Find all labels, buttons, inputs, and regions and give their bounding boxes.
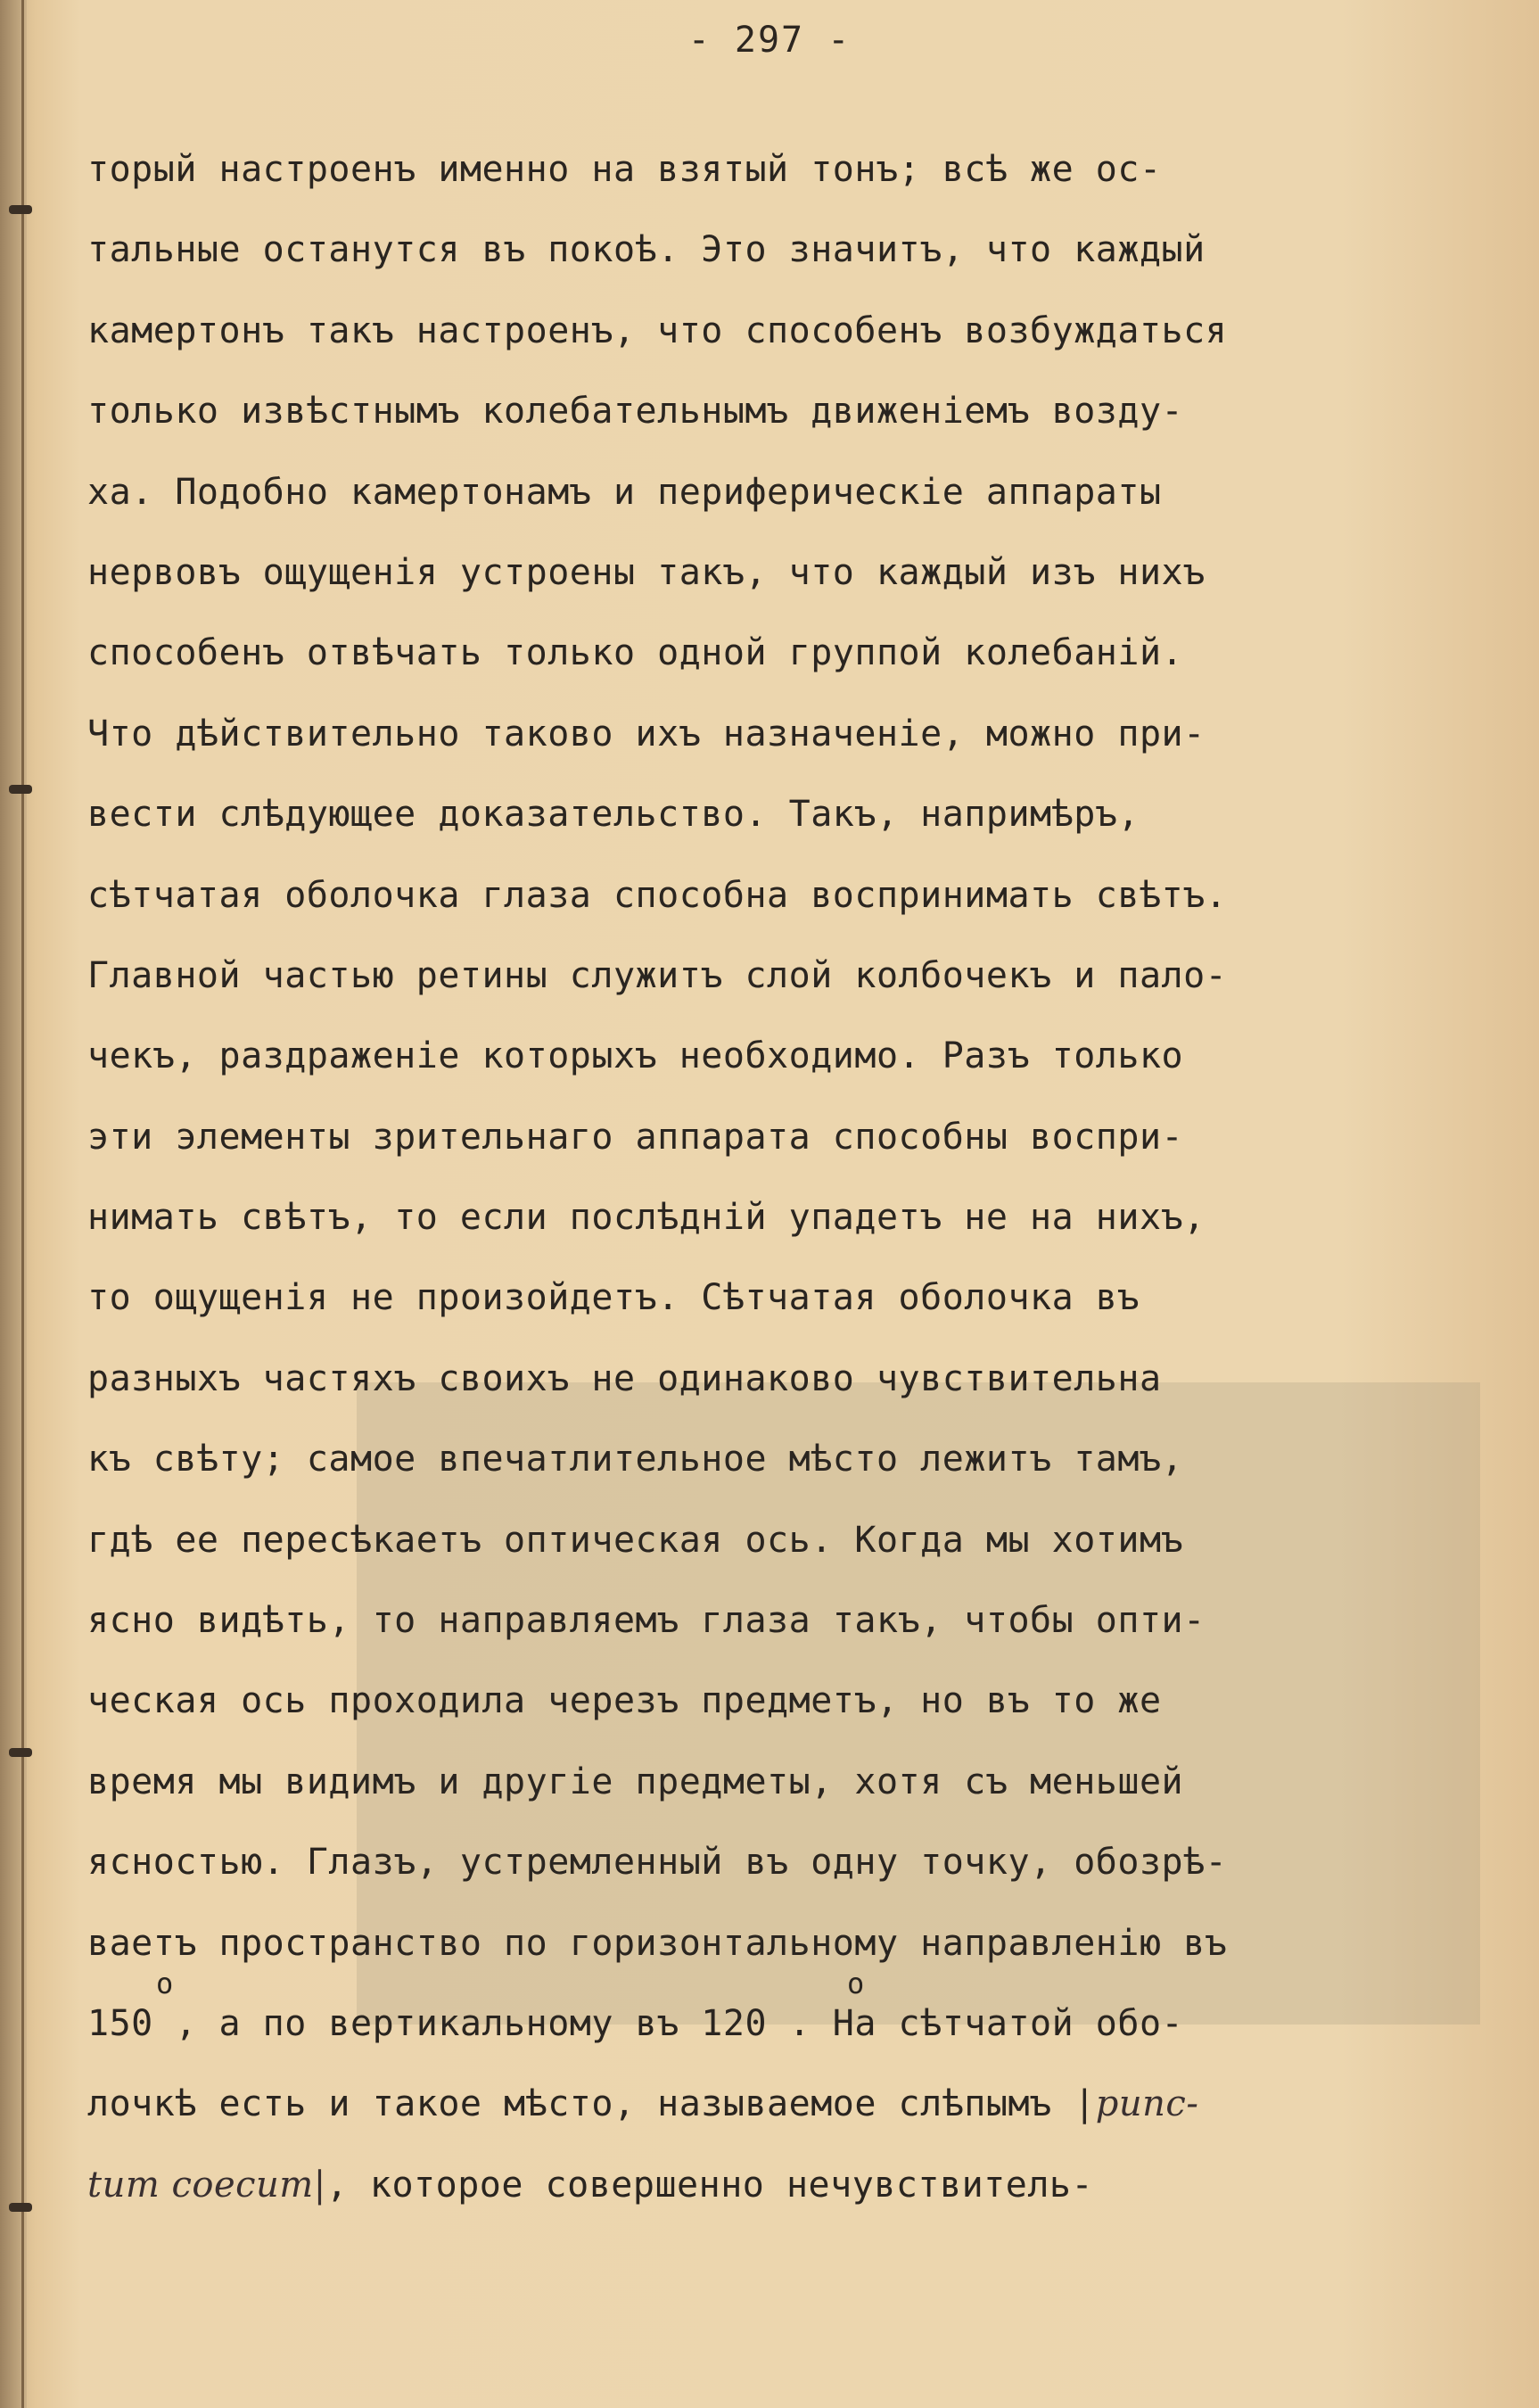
text-line-segment: , которое совершенно нечувствитель-: [325, 2164, 1094, 2206]
text-line: камертонъ такъ настроенъ, что способенъ возбуждаться: [87, 309, 1228, 351]
text-line: [87, 2073, 1478, 2153]
text-line: вести слѣдующее доказательство. Такъ, напримѣръ,: [87, 794, 1140, 836]
text-line: сѣтчатая оболочка глаза способна воспринимать свѣтъ.: [87, 874, 1228, 916]
text-line: ческая ось проходила черезъ предметъ, но въ то же: [87, 1680, 1162, 1722]
degree-mark: о: [847, 1967, 865, 2000]
handwritten-annotation: tum coecum|: [87, 2164, 326, 2206]
text-line: ваетъ пространство по горизонтальному направленiю въ: [87, 1922, 1228, 1964]
binding-line: [21, 0, 24, 2408]
text-line: нервовъ ощущенiя устроены такъ, что каждый изъ нихъ: [87, 551, 1206, 593]
typed-text-body: [87, 138, 1478, 2234]
text-line: тальные останутся въ покоѣ. Это значитъ, что каждый: [87, 229, 1206, 271]
text-line: чекъ, раздраженiе которыхъ необходимо. Разъ только: [87, 1035, 1184, 1077]
text-line: Что дѣйствительно таково ихъ назначенiе, можно при-: [87, 713, 1206, 755]
text-line: то ощущенiя не произойдетъ. Сѣтчатая оболочка въ: [87, 1277, 1140, 1319]
degree-mark: о: [156, 1967, 174, 2000]
text-line: эти элементы зрительнаго аппарата способны воспри-: [87, 1116, 1184, 1158]
text-line-segment: лочкѣ есть и такое мѣсто, называемое слѣпымъ |: [87, 2083, 1096, 2125]
text-line: время мы видимъ и другiе предметы, хотя съ меньшей: [87, 1761, 1184, 1802]
page-number: - 297 -: [687, 20, 852, 61]
text-line: ясно видѣть, то направляемъ глаза такъ, чтобы опти-: [87, 1600, 1206, 1642]
text-line: разныхъ частяхъ своихъ не одинаково чувствительна: [87, 1357, 1162, 1399]
text-line: [87, 2154, 1478, 2234]
binding-notch: [9, 785, 32, 794]
text-line: только извѣстнымъ колебательнымъ движенiемъ возду-: [87, 391, 1184, 433]
text-line: нимать свѣтъ, то если послѣднiй упадетъ не на нихъ,: [87, 1197, 1206, 1239]
text-line: къ свѣту; самое впечатлительное мѣсто лежитъ тамъ,: [87, 1439, 1184, 1480]
binding-notch: [9, 2203, 32, 2212]
text-line: 150 , а по вертикальному въ 120 . На сѣтчатой обо-: [87, 2002, 1184, 2044]
handwritten-annotation: punc-: [1095, 2083, 1199, 2125]
binding-notch: [9, 205, 32, 214]
text-line: Главной частью ретины служитъ слой колбочекъ и пало-: [87, 954, 1228, 996]
text-line: ха. Подобно камертонамъ и периферическiе аппараты: [87, 471, 1162, 513]
binding-notch: [9, 1748, 32, 1757]
text-line: ясностью. Глазъ, устремленный въ одну точку, обозрѣ-: [87, 1842, 1228, 1884]
text-line: гдѣ ее пересѣкаетъ оптическая ось. Когда мы хотимъ: [87, 1519, 1184, 1561]
text-line: торый настроенъ именно на взятый тонъ; всѣ же ос-: [87, 149, 1162, 190]
text-line: способенъ отвѣчать только одной группой колебанiй.: [87, 632, 1184, 674]
